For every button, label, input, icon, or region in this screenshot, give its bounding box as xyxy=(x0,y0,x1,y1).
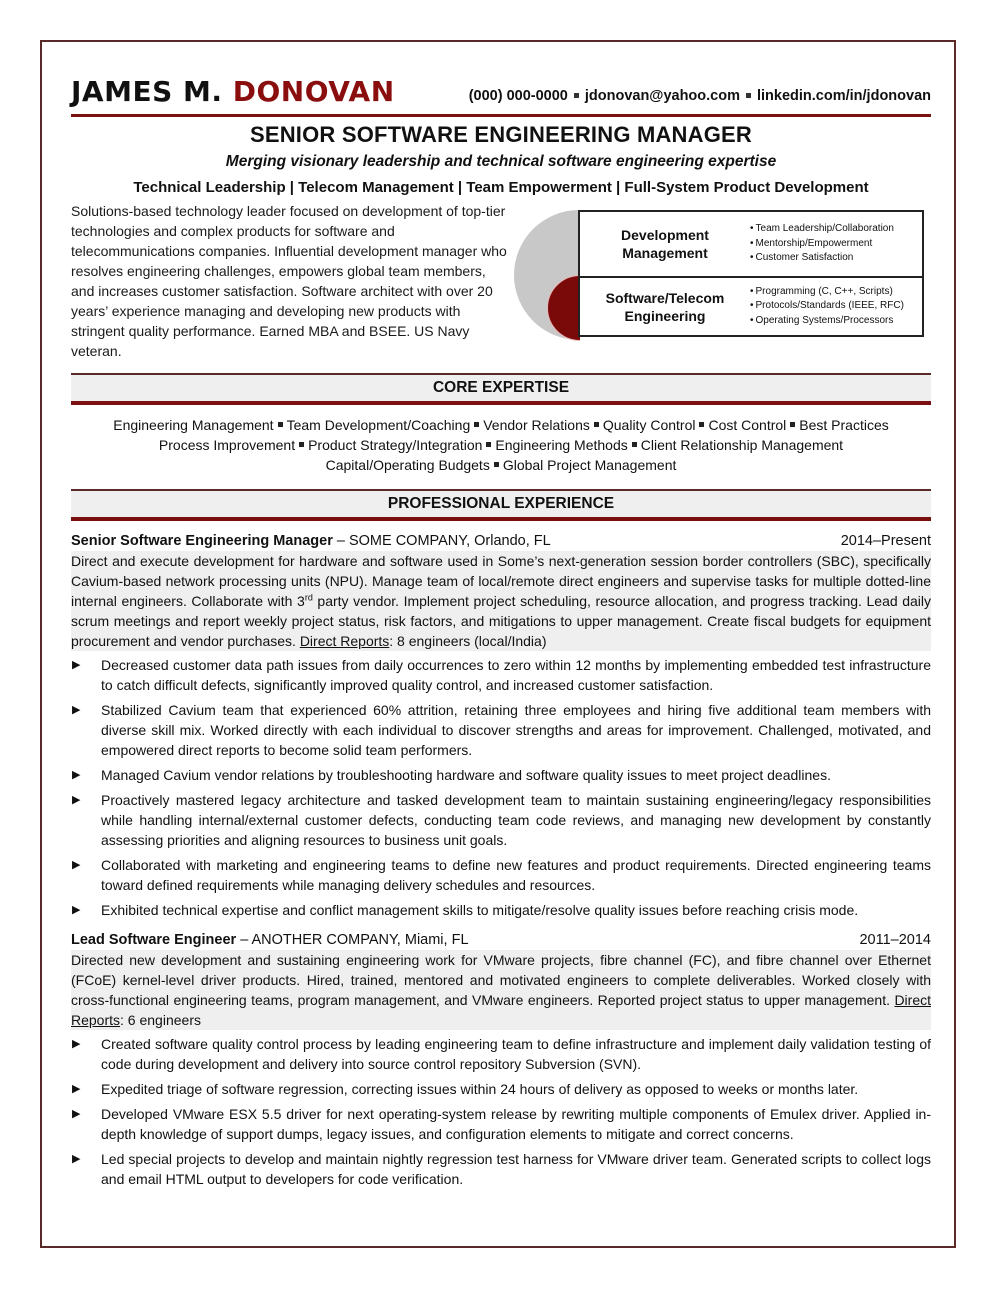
diagram-list-item: • Mentorship/Empowerment xyxy=(750,237,894,252)
achievement-text: Created software quality control process by leading engineering team to define infrastructure and implement daily validation testing of code during development and delivery into source control repository Subversion (SVN). xyxy=(101,1036,931,1072)
expertise-item: Client Relationship Management xyxy=(640,437,844,453)
achievement-text: Led special projects to develop and maintain nightly regression test harness for VMware driver team. Generated scripts to collect logs and email HTML output to developers for code verification. xyxy=(101,1151,931,1187)
achievement-item xyxy=(71,700,931,760)
direct-reports-label: Direct Reports xyxy=(299,633,390,649)
resume-header xyxy=(71,76,931,108)
candidate-name xyxy=(71,76,395,108)
square-bullet-icon xyxy=(632,442,637,447)
diagram-list-item: • Team Leadership/Collaboration xyxy=(750,222,894,237)
desc-text: party vendor. Implement project scheduling, resource allocation, and progress tracking. Lead daily scrum meetings and report weekly project status, risk factors, and mitigations to upper management. Create fiscal budgets for equipment procurement and vendor purchases. xyxy=(71,593,931,649)
achievement-item xyxy=(71,855,931,895)
diagram-box-title: Software/Telecom Engineering xyxy=(605,289,725,324)
job-company: ANOTHER COMPANY, Miami, FL xyxy=(251,932,469,948)
play-arrow-icon: ▶ xyxy=(72,904,81,916)
direct-reports-label: Direct Reports xyxy=(71,992,931,1028)
diagram-list-item: • Protocols/Standards (IEEE, RFC) xyxy=(750,299,904,314)
core-expertise-list xyxy=(71,415,931,475)
expertise-item: Global Project Management xyxy=(502,457,677,473)
job-header xyxy=(71,531,931,551)
diagram-box-development xyxy=(578,210,924,278)
diagram-box-engineering xyxy=(578,276,924,337)
summary-paragraph: Solutions-based technology leader focused on development of top-tier technologies and complex products for software and telecommunications companies. Influential development manager who resolves engineering challenges, empowers global team members, and increases customer satisfaction. Software architect with over 20 years’ experience managing and developing new products with stringent quality performance. Earned MBA and BSEE. US Navy veteran. xyxy=(71,203,507,359)
superscript: rd xyxy=(304,592,313,603)
job-role: Lead Software Engineer xyxy=(71,932,237,948)
expertise-line xyxy=(71,455,931,475)
achievement-text: Expedited triage of software regression, correcting issues within 24 hours of delivery as opposed to weeks or months later. xyxy=(101,1081,859,1097)
direct-reports-value: : 8 engineers (local/India) xyxy=(389,633,547,649)
expertise-item: Capital/Operating Budgets xyxy=(325,457,490,473)
achievement-item xyxy=(71,790,931,850)
job-entry xyxy=(71,531,931,920)
expertise-diagram xyxy=(514,210,934,345)
phone: (000) 000-0000 xyxy=(468,88,568,104)
job-entry xyxy=(71,930,931,1189)
square-bullet-icon xyxy=(594,422,599,427)
job-description xyxy=(71,950,931,1030)
section-heading-core-expertise: CORE EXPERTISE xyxy=(71,373,931,405)
diagram-list xyxy=(750,222,894,266)
diagram-box-title: Development Management xyxy=(621,227,709,261)
section-heading-experience: PROFESSIONAL EXPERIENCE xyxy=(71,489,931,521)
expertise-line xyxy=(71,435,931,455)
play-arrow-icon: ▶ xyxy=(72,794,81,806)
square-bullet-icon xyxy=(790,422,795,427)
square-bullet-icon xyxy=(746,93,751,98)
play-arrow-icon: ▶ xyxy=(72,704,81,716)
play-arrow-icon: ▶ xyxy=(72,769,81,781)
job-dates: 2014–Present xyxy=(840,533,931,549)
job-dates: 2011–2014 xyxy=(859,932,931,948)
first-name: JAMES M. xyxy=(71,75,223,108)
square-bullet-icon xyxy=(474,422,479,427)
expertise-item: Cost Control xyxy=(708,417,787,433)
job-title-line: Senior Software Engineering Manager – SOME COMPANY, Orlando, FL xyxy=(71,533,551,549)
resume-content xyxy=(71,76,931,1194)
square-bullet-icon xyxy=(486,442,491,447)
achievement-list xyxy=(71,1034,931,1189)
expertise-item: Quality Control xyxy=(602,417,696,433)
play-arrow-icon: ▶ xyxy=(72,1083,81,1095)
achievement-text: Managed Cavium vendor relations by troubleshooting hardware and software quality issues to meet project deadlines. xyxy=(101,767,831,783)
expertise-item: Engineering Methods xyxy=(495,437,628,453)
job-description xyxy=(71,551,931,651)
play-arrow-icon: ▶ xyxy=(72,1153,81,1165)
expertise-item: Product Strategy/Integration xyxy=(308,437,483,453)
resume-title: SENIOR SOFTWARE ENGINEERING MANAGER xyxy=(249,122,753,147)
play-arrow-icon: ▶ xyxy=(72,1108,81,1120)
job-company: SOME COMPANY, Orlando, FL xyxy=(348,533,551,549)
achievement-item xyxy=(71,1149,931,1189)
job-title-line: Lead Software Engineer – ANOTHER COMPANY, Miami, FL xyxy=(71,932,469,948)
summary-section xyxy=(71,201,931,373)
job-role: Senior Software Engineering Manager xyxy=(71,533,333,549)
achievement-item xyxy=(71,1079,931,1099)
square-bullet-icon xyxy=(699,422,704,427)
diagram-list-item: • Operating Systems/Processors xyxy=(750,314,904,329)
achievement-text: Exhibited technical expertise and conflict management skills to mitigate/resolve quality issues before reaching crisis mode. xyxy=(101,902,859,918)
tagline: Merging visionary leadership and technical software engineering expertise xyxy=(225,153,777,170)
desc-text: Direct and execute development for hardware and software used in Some’s next-generation session border controllers (SBC), specifically Cavium-based network processing units (NPU). Manage team of local/remote direct engineers and supervise tasks for multiple dotted-line internal engineers. Collaborate with 3 xyxy=(71,553,931,609)
play-arrow-icon: ▶ xyxy=(72,859,81,871)
last-name: DONOVAN xyxy=(232,75,395,108)
header-divider xyxy=(71,114,931,117)
linkedin-link[interactable]: linkedin.com/in/jdonovan xyxy=(756,88,931,104)
diagram-list-item: • Programming (C, C++, Scripts) xyxy=(750,285,904,300)
square-bullet-icon xyxy=(574,93,579,98)
play-arrow-icon: ▶ xyxy=(72,1038,81,1050)
achievement-text: Decreased customer data path issues from daily occurrences to zero within 12 months by implementing embedded test infrastructure to catch difficult defects, significantly improved quality control, and increased customer satisfaction. xyxy=(101,657,931,693)
square-bullet-icon xyxy=(278,422,283,427)
achievement-text: Stabilized Cavium team that experienced 60% attrition, retaining three employees and hiring five additional team members with diverse skill mix. Worked directly with each individual to discover strengths and areas for improvement. Challenged, motivated, and empowered direct reports to become solid team performers. xyxy=(101,702,931,758)
achievement-text: Developed VMware ESX 5.5 driver for next operating-system release by rewriting multiple components of Emulex driver. Applied in-depth knowledge of support dumps, legacy issues, and configuration elements to mitigate and correct concerns. xyxy=(101,1106,931,1142)
achievement-item xyxy=(71,1034,931,1074)
direct-reports-value: : 6 engineers xyxy=(120,1012,201,1028)
expertise-item: Engineering Management xyxy=(113,417,274,433)
expertise-line xyxy=(71,415,931,435)
expertise-item: Team Development/Coaching xyxy=(286,417,471,433)
achievement-text: Proactively mastered legacy architecture and tasked development team to maintain sustaining engineering/legacy responsibilities while handling internal/external customer defects, conducting team code reviews, and managing new development by constantly assessing priorities and aligning resources to business unit goals. xyxy=(101,792,931,848)
contact-info xyxy=(469,86,931,108)
achievement-item xyxy=(71,900,931,920)
expertise-item: Vendor Relations xyxy=(483,417,590,433)
square-bullet-icon xyxy=(494,462,499,467)
desc-text: Directed new development and sustaining engineering work for VMware projects, fibre channel (FC), and fibre channel over Ethernet (FCoE) kernel-level driver products. Hired, trained, mentored and motivated engineers to complete deliverables. Worked closely with cross-functional engineering teams, program management, and VMware engineers. Reported project status to upper management. xyxy=(71,952,931,1008)
expertise-item: Best Practices xyxy=(799,417,889,433)
expertise-item: Process Improvement xyxy=(158,437,296,453)
achievement-list xyxy=(71,655,931,920)
square-bullet-icon xyxy=(299,442,304,447)
job-header xyxy=(71,930,931,950)
achievement-item xyxy=(71,1104,931,1144)
achievement-item xyxy=(71,655,931,695)
diagram-list-item: • Customer Satisfaction xyxy=(750,251,894,266)
keyword-line: Technical Leadership | Telecom Management | Team Empowerment | Full-System Product Development xyxy=(133,179,869,196)
achievement-item xyxy=(71,765,931,785)
play-arrow-icon: ▶ xyxy=(72,659,81,671)
diagram-list xyxy=(750,285,904,329)
achievement-text: Collaborated with marketing and engineering teams to define new features and product requirements. Directed engineering teams toward defined requirements while managing delivery schedules and resources. xyxy=(101,857,931,893)
email-link[interactable]: jdonovan@yahoo.com xyxy=(584,88,740,104)
